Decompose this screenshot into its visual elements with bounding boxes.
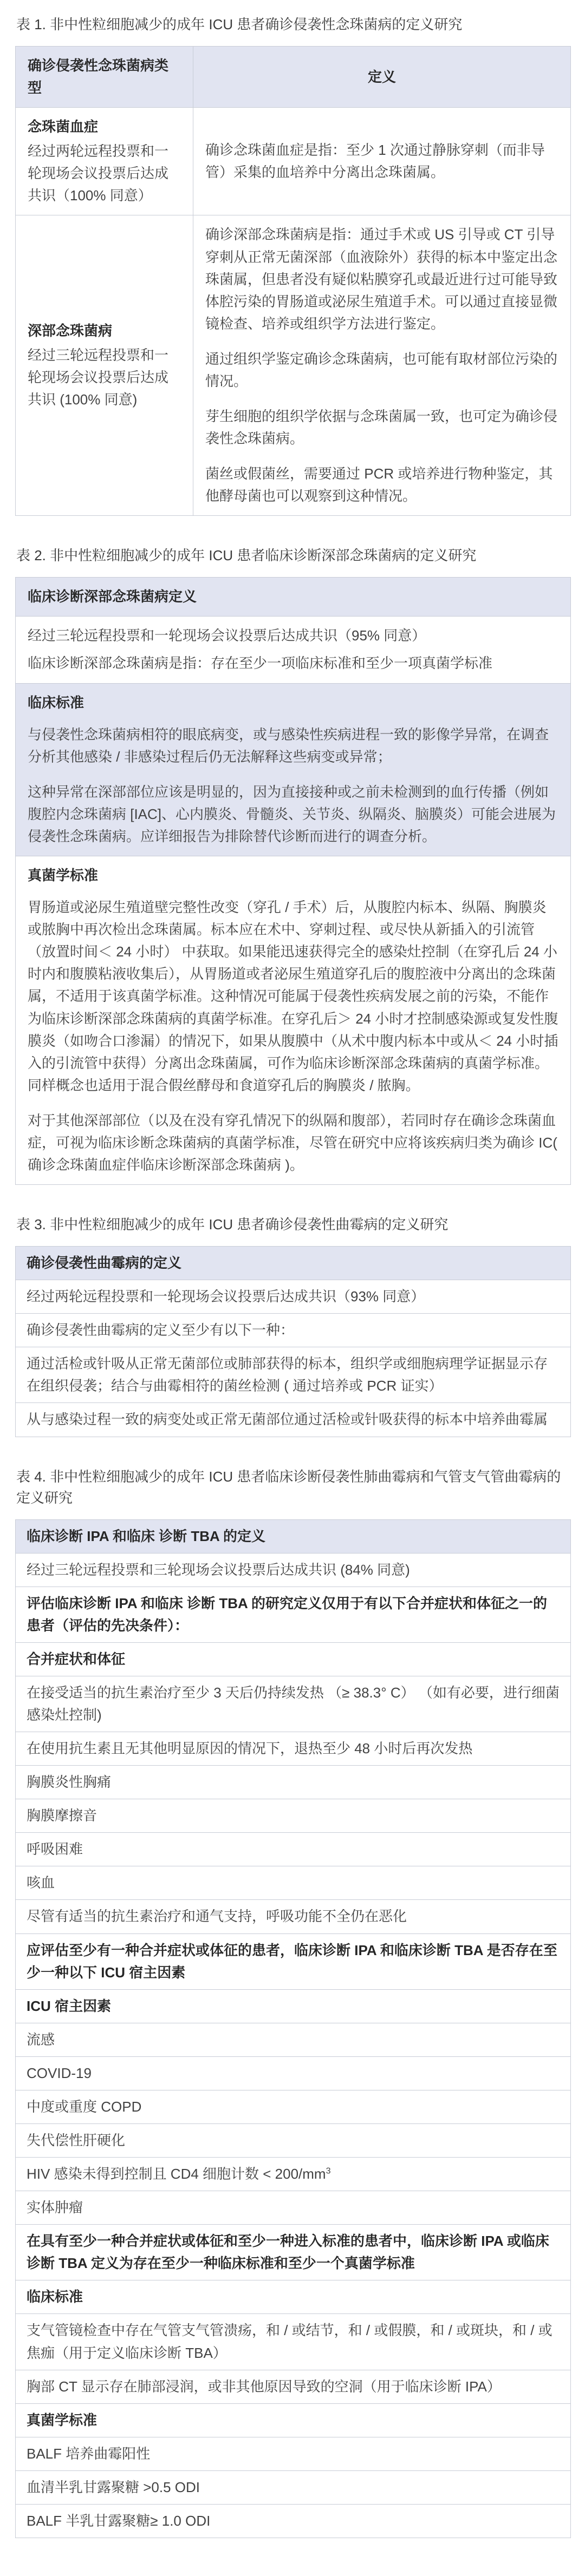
definition-cell — [193, 108, 571, 215]
type-cell — [16, 215, 193, 516]
row-text: BALF 半乳甘露聚糖≥ 1.0 ODI — [27, 2512, 211, 2529]
row-text: 胸部 CT 显示存在肺部浸润，或非其他原因导致的空洞（用于临床诊断 IPA） — [27, 2378, 501, 2395]
row-cell — [16, 2191, 571, 2225]
row-cell — [16, 578, 571, 617]
row-cell — [16, 2280, 571, 2314]
row-cell — [16, 1866, 571, 1900]
row-text: 临床诊断 IPA 和临床 诊断 TBA 的定义 — [27, 1528, 266, 1544]
table-row — [16, 2403, 571, 2437]
table-row — [16, 1587, 571, 1642]
row-cell — [16, 1900, 571, 1933]
row-cell — [16, 2225, 571, 2280]
row-text: 真菌学标准 — [27, 2411, 98, 2428]
row-text: 通过活检或针吸从正常无菌部位或肺部获得的标本，组织学或细胞病理学证据显示存在组织侵袭；结合与曲霉相符的菌丝检测 ( 通过培养或 PCR 证实） — [27, 1355, 548, 1394]
row-text: 胸膜摩擦音 — [27, 1807, 98, 1824]
table2-caption: 表 2. 非中性粒细胞减少的成年 ICU 患者临床诊断深部念珠菌病的定义研究 — [16, 547, 477, 564]
row-cell — [16, 2437, 571, 2470]
table-row — [16, 1900, 571, 1933]
row-text: BALF 培养曲霉阳性 — [27, 2445, 151, 2462]
row-cell — [16, 1642, 571, 1676]
type-consensus-note: 经过三轮远程投票和一轮现场会议投票后达成共识 (100% 同意) — [28, 347, 169, 408]
row-cell — [16, 1280, 571, 1314]
row-text: 临床标准 — [27, 2289, 83, 2305]
table4-caption: 表 4. 非中性粒细胞减少的成年 ICU 患者临床诊断侵袭性肺曲霉病和气管支气管曲霉病的定义研究 — [16, 1468, 561, 1506]
table-row — [16, 2225, 571, 2280]
column-header-type: 确诊侵袭性念珠菌病类型 — [16, 47, 193, 108]
row-line: 经过三轮远程投票和一轮现场会议投票后达成共识（95% 同意） — [28, 627, 426, 644]
table-row — [16, 1732, 571, 1766]
table-row — [16, 1676, 571, 1732]
row-cell — [16, 1732, 571, 1766]
table-row — [16, 578, 571, 617]
row-cell — [16, 2023, 571, 2056]
data-table-3 — [15, 1246, 571, 1437]
row-cell — [16, 1676, 571, 1732]
table-row — [16, 1247, 571, 1280]
row-text: 支气管镜检查中存在气管支气管溃疡，和 / 或结节，和 / 或假膜，和 / 或斑块，和 / 或焦痂（用于定义临床诊断 TBA） — [27, 2322, 552, 2361]
table-row — [16, 2370, 571, 2403]
row-text: 确诊侵袭性曲霉病的定义至少有以下一种： — [27, 1322, 295, 1339]
row-text: 中度或重度 COPD — [27, 2098, 142, 2115]
table-row — [16, 1347, 571, 1403]
table-row — [16, 1553, 571, 1587]
table-row — [16, 1933, 571, 1989]
definition-paragraph: 芽生细胞的组织学依据与念珠菌属一致，也可定为确诊侵袭性念珠菌病。 — [205, 408, 558, 447]
row-text: 尽管有适当的抗生素治疗和通气支持，呼吸功能不全仍在恶化 — [27, 1908, 407, 1925]
table2-container — [15, 577, 571, 1185]
superscript: 3 — [326, 2166, 331, 2176]
type-title: 深部念珠菌病 — [28, 323, 113, 339]
row-cell — [16, 1933, 571, 1989]
row-cell — [16, 683, 571, 856]
row-text: 实体肿瘤 — [27, 2199, 83, 2216]
table-row — [16, 856, 571, 1185]
row-cell — [16, 2470, 571, 2504]
data-table-2 — [15, 577, 571, 1185]
table-row — [16, 2090, 571, 2123]
row-cell — [16, 1247, 571, 1280]
row-cell — [16, 1833, 571, 1866]
type-title: 念珠菌血症 — [28, 119, 99, 135]
table-row — [16, 108, 571, 215]
row-text: 评估临床诊断 IPA 和临床 诊断 TBA 的研究定义仅用于有以下合并症状和体征之一的患者（评估的先决条件）： — [27, 1595, 548, 1634]
table4-container — [15, 1519, 571, 2539]
table-row — [16, 2191, 571, 2225]
criteria-paragraph: 对于其他深部部位（以及在没有穿孔情况下的纵隔和腹部），若同时存在确诊念珠菌血症，可视为临床诊断念珠菌病的真菌学标准，尽管在研究中应将该疾病归类为确诊 IC( 确诊念珠菌血症伴临床诊断深部念珠菌病 )。 — [28, 1112, 557, 1173]
table-row — [16, 2158, 571, 2191]
table-row — [16, 2314, 571, 2370]
definition-cell — [193, 215, 571, 516]
table-row — [16, 1766, 571, 1799]
table-row — [16, 1519, 571, 1553]
header-row — [16, 47, 571, 108]
row-cell — [16, 1989, 571, 2023]
table-row — [16, 617, 571, 683]
criteria-paragraph: 这种异常在深部部位应该是明显的，因为直接接种或之前未检测到的血行传播（例如 腹腔内念珠菌病 [IAC]、心内膜炎、骨髓炎、关节炎、纵隔炎、脑膜炎）可能会进展为侵袭性念珠菌病。应详细报告为排除替代诊断而进行的调查分析。 — [28, 783, 556, 844]
table-row — [16, 683, 571, 856]
table-row — [16, 1799, 571, 1833]
row-text: COVID-19 — [27, 2064, 92, 2081]
row-cell — [16, 2124, 571, 2158]
row-text: 合并症状和体征 — [27, 1650, 126, 1667]
table-row — [16, 1833, 571, 1866]
row-cell — [16, 1519, 571, 1553]
table-row — [16, 215, 571, 516]
table-row — [16, 2470, 571, 2504]
row-text: 咳血 — [27, 1874, 55, 1891]
row-text: 流感 — [27, 2031, 55, 2048]
row-text: 从与感染过程一致的病变处或正常无菌部位通过活检或针吸获得的标本中培养曲霉属 — [27, 1411, 548, 1428]
row-text: 经过三轮远程投票和三轮现场会议投票后达成共识 (84% 同意) — [27, 1561, 410, 1578]
table-row — [16, 1866, 571, 1900]
table-row — [16, 1403, 571, 1437]
table-row — [16, 1989, 571, 2023]
table1-caption: 表 1. 非中性粒细胞减少的成年 ICU 患者确诊侵袭性念珠菌病的定义研究 — [16, 16, 463, 32]
row-cell — [16, 1553, 571, 1587]
row-text: 在接受适当的抗生素治疗至少 3 天后仍持续发热 （≥ 38.3° C） （如有必要，进行细菌感染灶控制) — [27, 1684, 560, 1723]
row-text: 确诊侵袭性曲霉病的定义 — [27, 1255, 182, 1271]
row-text: 经过两轮远程投票和一轮现场会议投票后达成共识（93% 同意） — [27, 1288, 425, 1305]
table-row — [16, 1642, 571, 1676]
criteria-paragraph: 与侵袭性念珠菌病相符的眼底病变，或与感染性疾病进程一致的影像学异常，在调查分析其他感染 / 非感染过程后仍无法解释这些病变或异常； — [28, 726, 549, 765]
row-text: 失代偿性肝硬化 — [27, 2132, 126, 2148]
type-cell — [16, 108, 193, 215]
row-cell — [16, 2504, 571, 2538]
row-cell — [16, 2158, 571, 2191]
row-text: HIV 感染未得到控制且 CD4 细胞计数 < 200/mm — [27, 2166, 326, 2182]
row-cell — [16, 856, 571, 1185]
definition-paragraph: 通过组织学鉴定确诊念珠菌病，也可能有取材部位污染的情况。 — [205, 350, 558, 389]
type-consensus-note: 经过两轮远程投票和一轮现场会议投票后达成共识（100% 同意） — [28, 143, 169, 204]
row-line: 临床诊断深部念珠菌病是指：存在至少一项临床标准和至少一项真菌学标准 — [28, 655, 493, 672]
row-cell — [16, 1314, 571, 1347]
data-table-1 — [15, 46, 571, 516]
row-text: 在使用抗生素且无其他明显原因的情况下，退热至少 48 小时后再次发热 — [27, 1740, 473, 1757]
row-text: 胸膜炎性胸痛 — [27, 1774, 112, 1791]
criteria-paragraph: 胃肠道或泌尿生殖道壁完整性改变（穿孔 / 手术）后，从腹腔内标本、纵隔、胸膜炎或脓胸中再次检出念珠菌属。标本应在术中、穿刺过程、或尽快从新插入的引流管（放置时间＜ 24 小时） 中获取。如果能迅速获得完全的感染灶控制（在穿孔后 24 小时内和腹膜粘液收集后），从胃肠道或者泌尿生殖道穿孔后的腹腔液中分离出的念珠菌属，不适用于该真菌学标准。这种情况可能属于侵袭性疾病发展之前的污染，不能作为临床诊断深部念珠菌病的真菌学标准。在穿孔后＞ 24 小时才控制感染源或复发性腹膜炎（如吻合口渗漏）的情况下，如果从腹膜中（从术中腹内标本中或从＜ 24 小时插入的引流管中获得）分离出念珠菌属，可作为临床诊断深部念珠菌病的真菌学标准。同样概念也适用于混合假丝酵母和食道穿孔后的胸膜炎 / 脓胸。 — [28, 899, 558, 1093]
data-table-4 — [15, 1519, 571, 2539]
table-row — [16, 2124, 571, 2158]
table3-container — [15, 1246, 571, 1437]
table-row — [16, 1314, 571, 1347]
row-cell — [16, 2056, 571, 2090]
row-cell — [16, 1403, 571, 1437]
row-text: 临床诊断深部念珠菌病定义 — [28, 588, 197, 605]
row-cell — [16, 2314, 571, 2370]
row-cell — [16, 2403, 571, 2437]
table-row — [16, 2437, 571, 2470]
section-title: 真菌学标准 — [28, 867, 99, 884]
row-text: 血清半乳甘露聚糖 >0.5 ODI — [27, 2479, 200, 2495]
row-cell — [16, 617, 571, 683]
row-text: ICU 宿主因素 — [27, 1997, 112, 2014]
table1-container — [15, 46, 571, 516]
definition-paragraph: 菌丝或假菌丝，需要通过 PCR 或培养进行物种鉴定，其他酵母菌也可以观察到这种情况。 — [205, 466, 553, 504]
table-row — [16, 2504, 571, 2538]
table-row — [16, 2056, 571, 2090]
row-text: 呼吸困难 — [27, 1841, 83, 1858]
table-row — [16, 2023, 571, 2056]
definition-paragraph: 确诊念珠菌血症是指：至少 1 次通过静脉穿刺（而非导管）采集的血培养中分离出念珠菌属。 — [205, 142, 545, 181]
row-cell — [16, 1587, 571, 1642]
row-cell — [16, 1799, 571, 1833]
column-header-definition: 定义 — [193, 47, 571, 108]
row-cell — [16, 1766, 571, 1799]
row-cell — [16, 1347, 571, 1403]
row-cell — [16, 2090, 571, 2123]
section-title: 临床标准 — [28, 694, 84, 711]
row-text: 在具有至少一种合并症状或体征和至少一种进入标准的患者中，临床诊断 IPA 或临床诊断 TBA 定义为存在至少一种临床标准和至少一个真菌学标准 — [27, 2233, 549, 2272]
table-row — [16, 2280, 571, 2314]
row-cell — [16, 2370, 571, 2403]
row-text: 应评估至少有一种合并症状或体征的患者，临床诊断 IPA 和临床诊断 TBA 是否存在至少一种以下 ICU 宿主因素 — [27, 1942, 557, 1981]
table-row — [16, 1280, 571, 1314]
table3-caption: 表 3. 非中性粒细胞减少的成年 ICU 患者确诊侵袭性曲霉病的定义研究 — [16, 1216, 448, 1233]
definition-paragraph: 确诊深部念珠菌病是指：通过手术或 US 引导或 CT 引导穿刺从正常无菌深部（血液除外）获得的标本中鉴定出念珠菌属，但患者没有疑似粘膜穿孔或最近进行过可能导致体腔污染的胃肠道或泌尿生殖道手术。可以通过直接显微镜检查、培养或组织学方法进行鉴定。 — [205, 226, 558, 332]
